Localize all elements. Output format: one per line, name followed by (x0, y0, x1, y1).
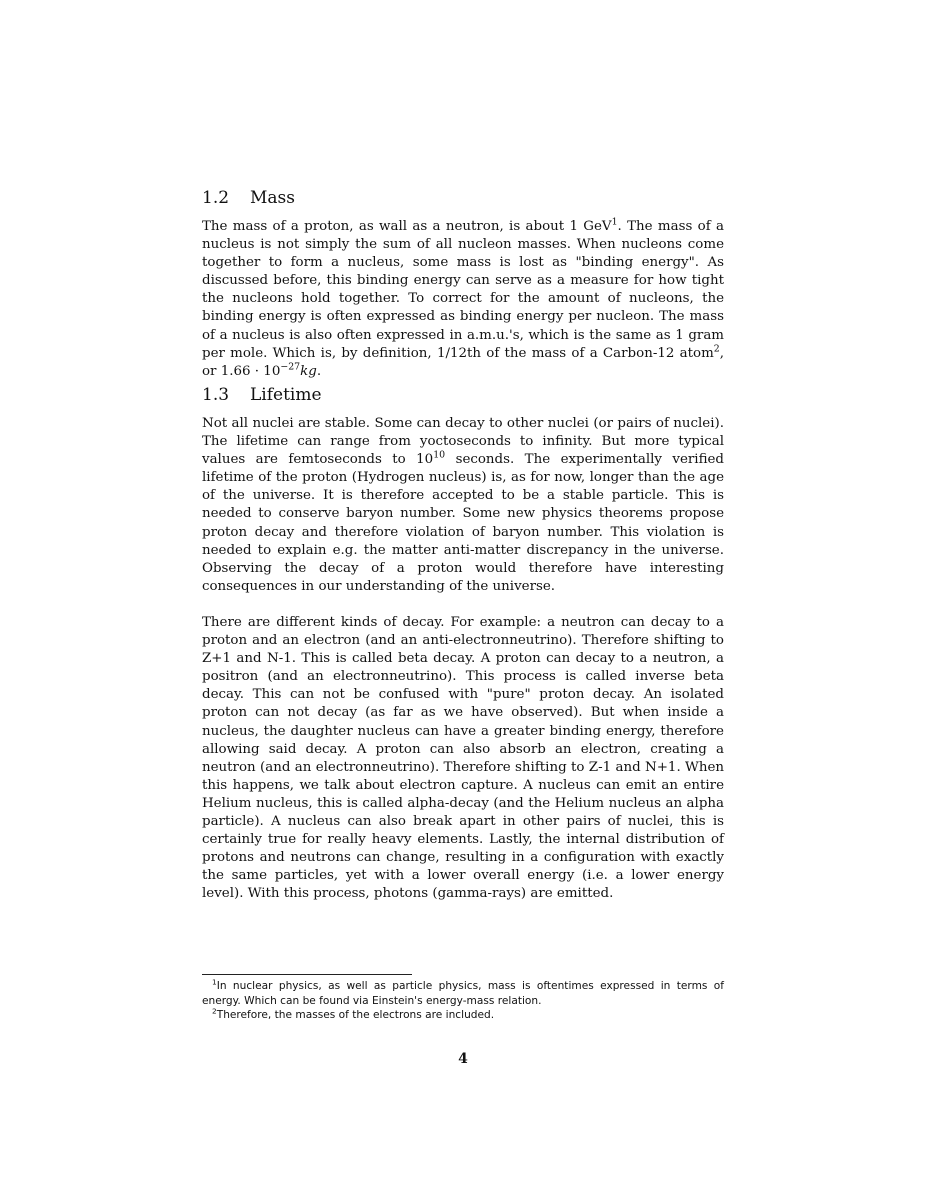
footnote-text: Therefore, the masses of the electrons are included. (216, 1009, 495, 1022)
text-run: seconds. The experimentally verified lifetime of the proton (Hydrogen nucleus) is, as for now, longer than the age of the universe. It is therefore accepted to be a stable particle. This is needed to conserve baryon number. Some new physics theorems propose proton decay and therefore violation of baryon number. This violation is needed to explain e.g. the matter anti-matter discrepancy in the universe. Observing the decay of a proton would therefore have interesting consequences in our understanding of the universe. (202, 452, 725, 594)
footnotes (202, 979, 724, 1023)
exponent: 10 (433, 449, 446, 461)
footnote (202, 1008, 724, 1023)
footnote-text: In nuclear physics, as well as particle physics, mass is oftentimes expressed in terms of energy. Which can be found via Einstein's energy-mass relation. (202, 980, 724, 1007)
text-run: Not all nuclei are stable. Some can decay to other nuclei (or pairs of nuclei). The lifetime can range from yoctoseconds to infinity. But more typical values are femtoseconds to 10 (202, 416, 724, 468)
section-number: 1.2 (202, 188, 230, 208)
footnote-marker: 2 (713, 343, 720, 355)
footnote (202, 979, 724, 1008)
section-title: Mass (250, 188, 295, 208)
footnote-rule (202, 974, 412, 975)
page-number: 4 (458, 1051, 468, 1067)
exponent: −27 (280, 361, 301, 373)
text-run: The mass of a proton, as wall as a neutron, is about 1 GeV (202, 219, 612, 234)
section-lifetime (202, 384, 724, 903)
section-title: Lifetime (250, 385, 322, 405)
section-heading (202, 384, 724, 406)
paragraph: There are different kinds of decay. For example: a neutron can decay to a proton and an electron (and an anti-electronneutrino). Therefore shifting to Z+1 and N-1. This is called beta decay. A proton can decay to a neutron, a positron (and an electronneutrino). This process is called inverse beta decay. This can not be confused with "pure" proton decay. An isolated proton can not decay (as far as we have observed). But when inside a nucleus, the daughter nucleus can have a greater binding energy, therefore allowing said decay. A proton can also absorb an electron, creating a neutron (and an electronneutrino). Therefore shifting to Z-1 and N+1. When this happens, we talk about electron capture. A nucleus can emit an entire Helium nucleus, this is called alpha-decay (and the Helium nucleus an alpha particle). A nucleus can also break apart in other pairs of nuclei, this is certainly true for really heavy elements. Lastly, the internal distribution of protons and neutrons can change, resulting in a configuration with exactly the same particles, yet with a lower overall energy (i.e. a lower energy level). With this process, photons (gamma-rays) are emitted. (202, 614, 724, 902)
section-heading (202, 187, 724, 209)
section-mass (202, 187, 724, 381)
text-run: , or 1.66 · 10 (202, 345, 724, 379)
paragraph (202, 415, 724, 596)
text-run: . (316, 363, 322, 379)
section-number: 1.3 (202, 385, 230, 405)
unit: kg (300, 363, 317, 379)
footnote-marker: 1 (611, 216, 618, 228)
footnote-mark: 2 (212, 1006, 217, 1016)
text-run: . The mass of a nucleus is not simply the sum of all nucleon masses. When nucleons come together to form a nucleus, some mass is lost as "binding energy". As discussed before, this binding energy can serve as a measure for how tight the nucleons hold together. To correct for the amount of nucleons, the binding energy is often expressed as binding energy per nucleon. The mass of a nucleus is also often expressed in a.m.u.'s, which is the same as 1 gram per mole. Which is, by definition, 1/12th of the mass of a Carbon-12 atom (202, 219, 724, 361)
footnote-mark: 1 (212, 977, 217, 987)
paragraph (202, 218, 724, 381)
